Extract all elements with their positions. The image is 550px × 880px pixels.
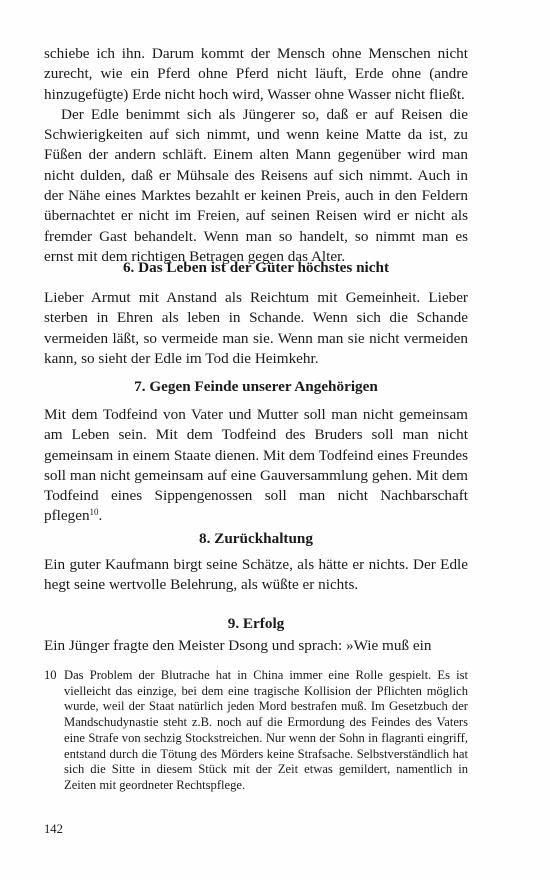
section-heading: 7. Gegen Feinde unserer Angehörigen xyxy=(134,378,378,395)
paragraph: schiebe ich ihn. Darum kommt der Mensch ohne Menschen nicht zurecht, wie ein Pferd ohne Pferd nicht läuft, Erde ohne (andre hinzugefügte) Erde nicht hoch wird, Wasser ohne Wasser nicht fließt. xyxy=(44,45,468,103)
paragraph-text: Mit dem Todfeind von Vater und Mutter soll man nicht gemeinsam am Leben sein. Mit dem Todfeind des Bruders soll man nicht gemeinsam in einem Staate dienen. Mit dem Todfeind eines Freundes soll man nicht gemeinsam auf eine Gauversammlung gehen. Mit dem Todfeind eines Sippengenossen soll man nicht Nachbarschaft pflegen xyxy=(44,406,468,525)
section-text xyxy=(44,555,468,596)
paragraph xyxy=(44,405,468,527)
page-number: 142 xyxy=(44,822,63,836)
section-text xyxy=(44,405,468,527)
section-heading: 8. Zurückhaltung xyxy=(199,530,313,547)
paragraph: Der Edle benimmt sich als Jüngerer so, daß er auf Reisen die Schwierigkeiten auf sich nimmt, und wenn keine Matte da ist, zu Füßen der andern schläft. Einem alten Mann gegenüber wird man nicht dulden, daß er Mühsale des Reisens auf sich nimmt. Auch in der Nähe eines Marktes bezahlt er keinen Preis, auch in den Feldern übernachtet er nicht im Freien, auf seinen Reisen wird er nicht als fremder Gast behandelt. Wenn man so handelt, so nimmt man es ernst mit dem richtigen Betragen gegen das Alter. xyxy=(44,105,468,265)
section-heading: 6. Das Leben ist der Güter höchstes nicht xyxy=(122,259,390,276)
footnote-reference[interactable]: 10 xyxy=(89,507,99,518)
paragraph-end: . xyxy=(98,507,103,525)
footnote-number: 10 xyxy=(44,668,57,682)
section-text xyxy=(44,288,468,369)
footnote-text: Das Problem der Blutrache hat in China immer eine Rolle gespielt. Es ist vielleicht das einzige, bei dem eine tragische Kollision der Pflichten möglich wurde, weil der Staat natürlich jeden Mord bestrafen muß. Im Gesetzbuch der Mandschudynastie steht z.B. noch auf die Ermordung des Feindes des Vaters eine Strafe von sechzig Stockstreichen. Nur wenn der Sohn in flagranti eingriff, entstand durch die Tötung des Mörders keine Strafsache. Selbstverständlich hat sich die Sitte in diesem Stück mit der Zeit etwas gemildert, namentlich in Zeiten mit geordneter Rechtspflege. xyxy=(64,668,468,792)
section-heading: 9. Erfolg xyxy=(227,615,285,632)
paragraph: Ein Jünger fragte den Meister Dsong und sprach: »Wie muß ein xyxy=(44,637,432,654)
paragraph: Ein guter Kaufmann birgt seine Schätze, als hätte er nichts. Der Edle hegt seine wertvolle Belehrung, als wüßte er nichts. xyxy=(44,556,468,594)
section-text xyxy=(44,636,468,656)
paragraph: Lieber Armut mit Anstand als Reichtum mit Gemeinheit. Lieber sterben in Ehren als leben in Schande. Wenn sich die Schande vermeiden läßt, so vermeide man sie. Wenn man sie nicht vermeiden kann, so sieht der Edle im Tod die Heimkehr. xyxy=(44,289,468,367)
intro-text xyxy=(44,44,468,267)
footnote xyxy=(44,668,468,794)
